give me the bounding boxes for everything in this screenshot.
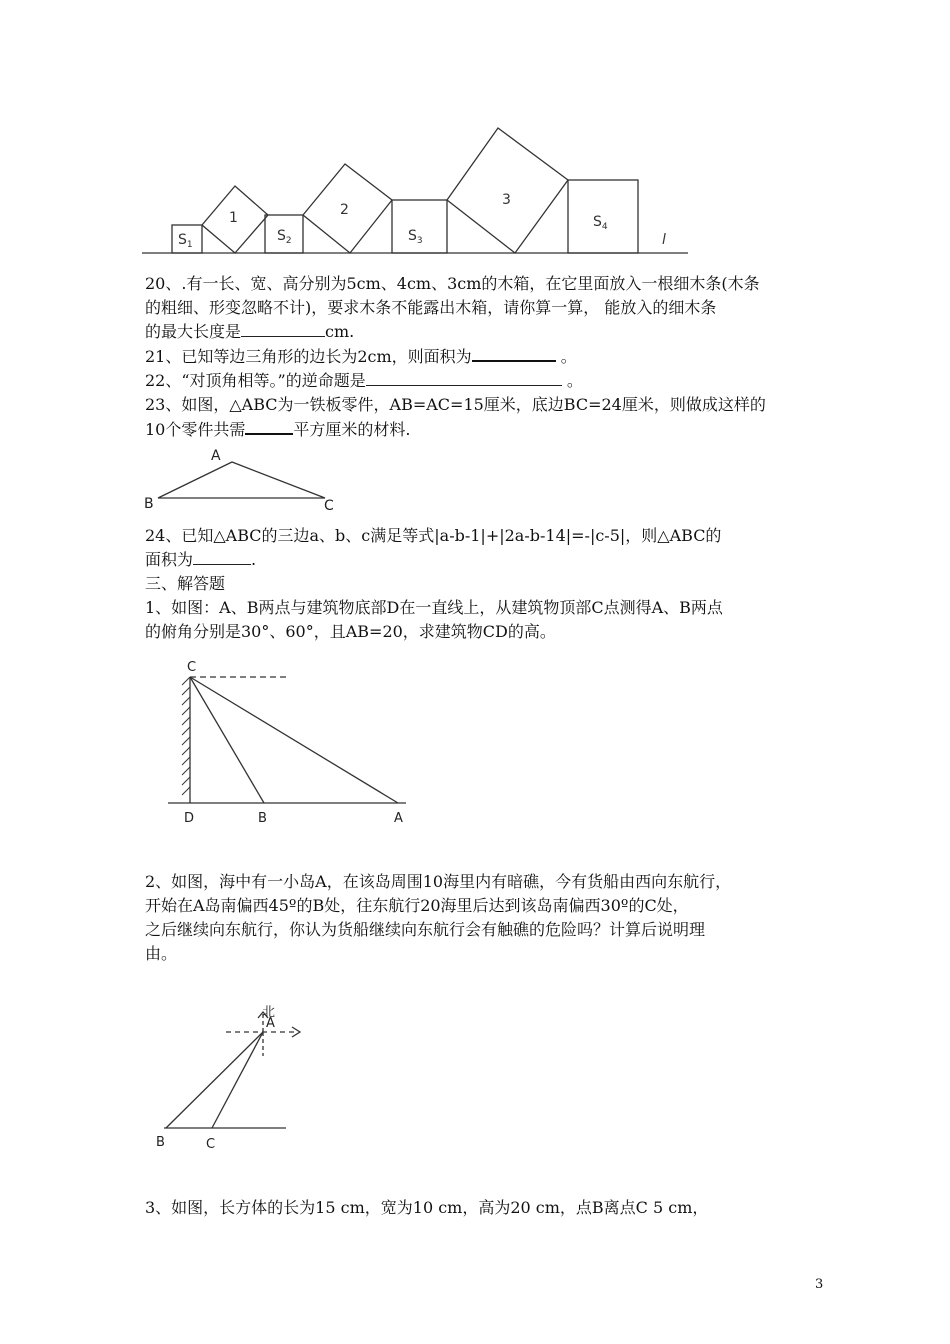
square-s4 [568,180,638,253]
label-b: B [156,1135,165,1150]
label-a: A [266,1016,275,1031]
problem-2 [145,870,815,966]
label-3: 3 [502,192,511,208]
label-b: B [258,811,267,826]
p2-line3: 之后继续向东航行，你认为货船继续向东航行会有触礁的危险吗？计算后说明理 [145,920,706,939]
answer-blank-q22[interactable] [366,369,562,386]
p2-line2: 开始在A岛南偏西45º的B处，往东航行20海里后达到该岛南偏西30º的C处， [145,896,689,915]
p1-line1: 1、如图：A、B两点与建筑物底部D在一直线上，从建筑物顶部C点测得A、B两点 [145,598,723,617]
q24-and-section [145,524,815,644]
label-s2: $S_2$ [277,228,292,246]
q20-line1: 20、.有一长、宽、高分别为5cm、4cm、3cm的木箱，在它里面放入一根细木条(木条 [145,274,760,293]
answer-blank-q23[interactable] [245,417,293,435]
p3-line1: 3、如图，长方体的长为15 cm，宽为10 cm，高为20 cm，点B离点C 5 cm， [145,1198,709,1217]
p1-line2: 的俯角分别是30°、60°，且AB=20，求建筑物CD的高。 [145,622,556,641]
q20-line2: 的粗细、形变忽略不计)，要求木条不能露出木箱，请你算一算， 能放入的细木条 [145,298,717,317]
label-1: 1 [229,210,238,226]
answer-blank-q21[interactable] [472,344,556,362]
label-a: A [211,448,221,464]
label-c: C [187,660,197,675]
questions-fill-in [145,272,815,442]
label-s3: $S_3$ [408,228,423,246]
label-d: D [184,811,195,826]
q24-line1: 24、已知△ABC的三边a、b、c满足等式|a-b-1|+|2a-b-14|=-|c-5|，则△ABC的 [145,526,722,545]
label-2: 2 [340,202,349,218]
answer-blank-q20[interactable] [241,320,325,337]
building-figure [160,655,420,830]
label-b: B [144,496,154,512]
triangle-figure [140,444,350,514]
label-a: A [394,811,403,826]
answer-blank-q24[interactable] [193,548,251,565]
section-heading: 三、解答题 [145,574,226,593]
label-l: l [662,232,666,248]
label-s4: $S_4$ [593,214,608,232]
label-s1: $S_1$ [178,232,193,250]
q23-line2: 10个零件共需 平方厘米的材料. [145,417,815,442]
squares-figure [140,120,700,260]
p2-line4: 由。 [145,944,178,963]
square-3 [447,128,568,253]
page-number: 3 [815,1277,824,1292]
problem-3 [145,1196,815,1220]
q24-line2: 面积为 . [145,550,257,569]
label-c: C [324,498,334,514]
q23-line1: 23、如图，△ABC为一铁板零件，AB=AC=15厘米，底边BC=24厘米，则做成这样的 [145,395,766,414]
q20-line3: 的最大长度是 cm. [145,322,355,341]
q21-line: 21、已知等边三角形的边长为2cm，则面积为 。 [145,344,815,369]
q22-line: 22、“对顶角相等。”的逆命题是 。 [145,371,583,390]
label-north: 北 [262,1005,276,1020]
p2-line1: 2、如图，海中有一小岛A，在该岛周围10海里内有暗礁，今有货船由西向东航行， [145,872,732,891]
island-figure [150,1000,320,1160]
label-c: C [206,1137,216,1152]
